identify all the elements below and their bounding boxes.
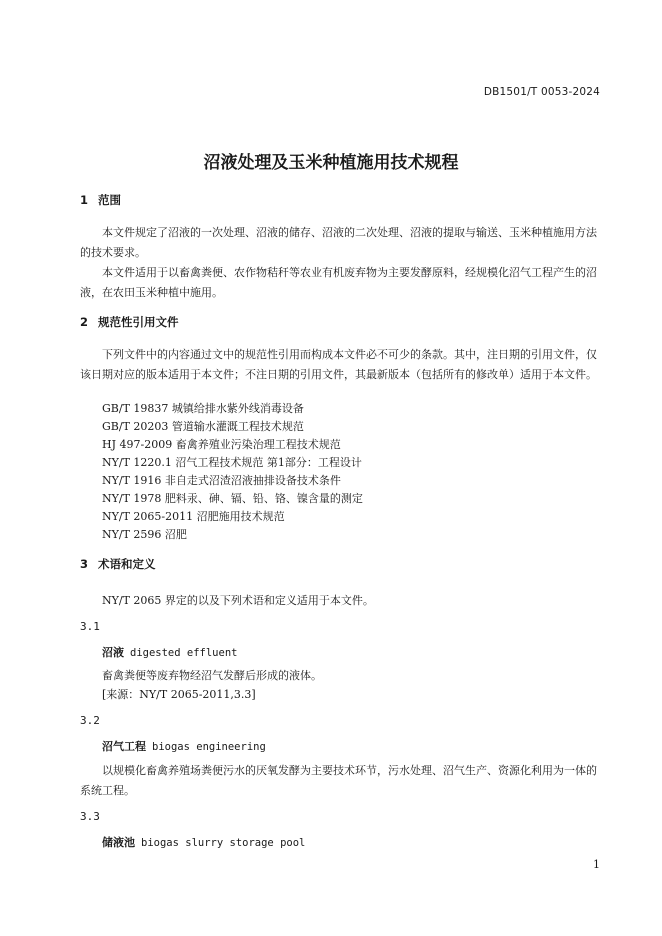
scope-paragraph-2: 本文件适用于以畜禽粪便、农作物秸秆等农业有机废弃物为主要发酵原料，经规模化沼气工程产生的沼液，在农田玉米种植中施用。 bbox=[80, 266, 597, 299]
section-heading-references bbox=[80, 314, 179, 330]
reference-item: HJ 497-2009 畜禽养殖业污染治理工程技术规范 bbox=[102, 438, 341, 451]
reference-item: GB/T 20203 管道输水灌溉工程技术规范 bbox=[102, 420, 304, 433]
section-heading-scope bbox=[80, 192, 121, 208]
term-cn: 沼气工程 bbox=[102, 740, 146, 753]
reference-item: NY/T 2065-2011 沼肥施用技术规范 bbox=[102, 510, 285, 523]
section-number: 3 bbox=[80, 557, 89, 571]
section-title: 术语和定义 bbox=[98, 557, 156, 571]
reference-item: NY/T 2596 沼肥 bbox=[102, 528, 187, 541]
reference-item: GB/T 19837 城镇给排水紫外线消毒设备 bbox=[102, 402, 304, 415]
section-title: 范围 bbox=[98, 193, 121, 207]
term-cn: 储液池 bbox=[102, 836, 135, 849]
term-heading bbox=[102, 644, 237, 660]
terms-intro: NY/T 2065 界定的以及下列术语和定义适用于本文件。 bbox=[102, 594, 374, 607]
section-title: 规范性引用文件 bbox=[98, 315, 179, 329]
section-number: 1 bbox=[80, 193, 89, 207]
term-number: 3.3 bbox=[80, 810, 100, 823]
page-number: 1 bbox=[593, 858, 600, 871]
section-number: 2 bbox=[80, 315, 89, 329]
term-definition: 畜禽粪便等废弃物经沼气发酵后形成的液体。 bbox=[102, 669, 322, 682]
term-number: 3.1 bbox=[80, 620, 100, 633]
term-source: [来源：NY/T 2065-2011,3.3] bbox=[102, 688, 256, 701]
document-id: DB1501/T 0053-2024 bbox=[483, 86, 600, 98]
term-heading bbox=[102, 834, 305, 850]
term-en: biogas slurry storage pool bbox=[141, 837, 306, 849]
term-number: 3.2 bbox=[80, 714, 100, 727]
term-definition: 以规模化畜禽养殖场粪便污水的厌氧发酵为主要技术环节，污水处理、沼气生产、资源化利用为一体的系统工程。 bbox=[80, 764, 597, 797]
term-en: digested effluent bbox=[130, 647, 238, 659]
reference-item: NY/T 1978 肥料汞、砷、镉、铅、铬、镍含量的测定 bbox=[102, 492, 363, 505]
term-heading bbox=[102, 738, 266, 754]
references-paragraph: 下列文件中的内容通过文中的规范性引用而构成本文件必不可少的条款。其中，注日期的引用文件，仅该日期对应的版本适用于本文件；不注日期的引用文件，其最新版本（包括所有的修改单）适用于本文件。 bbox=[80, 348, 597, 381]
document-title: 沼液处理及玉米种植施用技术规程 bbox=[203, 153, 459, 173]
section-heading-terms bbox=[80, 556, 156, 572]
term-cn: 沼液 bbox=[102, 646, 124, 659]
reference-item: NY/T 1916 非自走式沼渣沼液抽排设备技术条件 bbox=[102, 474, 341, 487]
reference-item: NY/T 1220.1 沼气工程技术规范 第1部分：工程设计 bbox=[102, 456, 362, 469]
term-en: biogas engineering bbox=[152, 741, 266, 753]
scope-paragraph-1: 本文件规定了沼液的一次处理、沼液的储存、沼液的二次处理、沼液的提取与输送、玉米种植施用方法的技术要求。 bbox=[80, 226, 597, 259]
